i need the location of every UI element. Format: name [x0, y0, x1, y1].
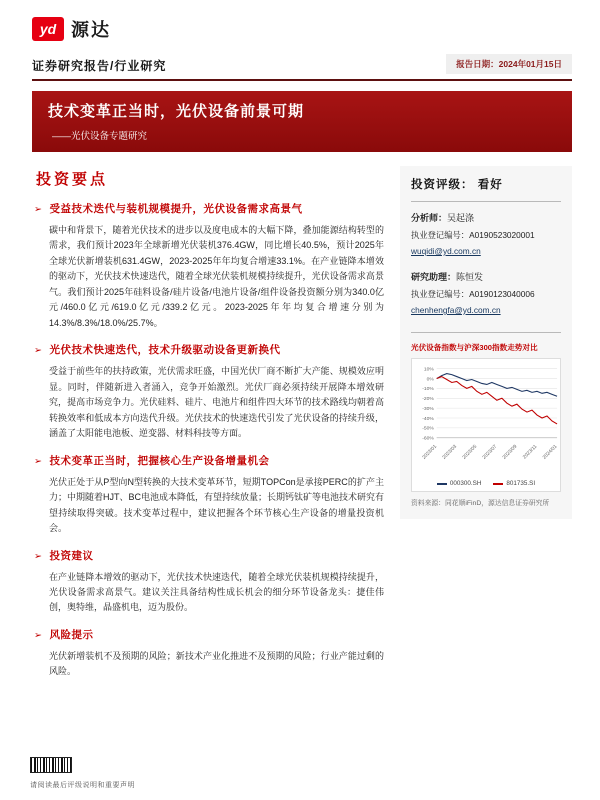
svg-text:2023/01: 2023/01 — [421, 444, 439, 461]
svg-text:-50%: -50% — [422, 426, 434, 432]
assistant-reg-no: A0190123040006 — [469, 289, 535, 299]
legend-label: 801735.SI — [506, 480, 536, 487]
main-column — [34, 166, 386, 690]
section-heading — [34, 342, 386, 357]
svg-text:2023/03: 2023/03 — [442, 444, 459, 461]
analyst-reg-label: 执业登记编号： — [411, 230, 470, 240]
section-heading-text: 受益技术迭代与装机规模提升，光伏设备需求高景气 — [49, 203, 303, 215]
chart-title: 光伏设备指数与沪深300指数走势对比 — [411, 343, 538, 352]
arrow-bullet-icon: ➢ — [34, 455, 43, 467]
assistant-reg-line — [411, 288, 561, 300]
arrow-bullet-icon: ➢ — [34, 345, 43, 357]
svg-text:10%: 10% — [423, 367, 434, 373]
pv-index-chart-svg — [413, 362, 561, 474]
assistant-name: 陈恒发 — [456, 272, 484, 282]
sidebar-divider — [411, 201, 561, 202]
report-subtitle: ——光伏设备专题研究 — [52, 131, 148, 142]
analyst-reg-no: A0190523020001 — [469, 230, 535, 240]
section-tech-iteration — [34, 342, 386, 441]
section-title-investment-highlights: 投资要点 — [36, 171, 109, 188]
report-title: 技术变革正当时，光伏设备前景可期 — [48, 103, 305, 120]
barcode-icon — [30, 757, 72, 773]
section-demand — [34, 201, 386, 331]
svg-text:0%: 0% — [426, 377, 434, 383]
section-heading-text: 技术变革正当时，把握核心生产设备增量机会 — [49, 454, 270, 467]
svg-text:2024/01: 2024/01 — [542, 444, 559, 461]
title-banner — [32, 91, 572, 152]
report-date: 报告日期：2024年01月15日 — [446, 54, 572, 74]
svg-text:-30%: -30% — [422, 406, 434, 412]
sidebar-divider — [411, 332, 561, 333]
section-heading-text: 光伏技术快速迭代，技术升级驱动设备更新换代 — [49, 344, 281, 357]
brand-logo — [32, 16, 572, 42]
page-footer — [30, 757, 135, 790]
section-equipment-opportunity — [34, 453, 386, 537]
svg-text:-20%: -20% — [422, 397, 434, 403]
logo-name: 源达 — [71, 20, 111, 40]
svg-text:2023/05: 2023/05 — [462, 444, 479, 461]
legend-swatch — [437, 483, 447, 485]
chart-source-note: 资料来源：同花顺iFinD，源达信息证券研究所 — [411, 500, 550, 507]
analyst-name: 吴起涤 — [447, 213, 475, 223]
pv-index-chart — [411, 358, 561, 492]
section-body: 受益于前些年的扶持政策，光伏需求旺盛，中国光伏厂商不断扩大产能、规模效应明显。同时，伴随新进入者涌入，竞争开始激烈。光伏厂商必须持续开展降本增效研究，提高市场竞争力。光伏硅料、硅片、电池片和组件四大环节的技术路线均朝着高转换效率和低成本方向迭代升级。光伏技术的快速迭代引发了光伏设备的持续升级，涵盖了太阳能电池板、逆变器、材料科技等方面。 — [49, 366, 384, 439]
assistant-reg-label: 执业登记编号： — [411, 289, 470, 299]
header-meta-row — [32, 54, 572, 81]
assistant-email-link[interactable]: chenhengfa@yd.com.cn — [411, 305, 501, 315]
section-heading-text: 投资建议 — [49, 549, 94, 562]
content-area — [0, 152, 600, 690]
svg-text:-40%: -40% — [422, 416, 434, 422]
section-heading — [34, 453, 386, 468]
section-body: 光伏新增装机不及预期的风险；新技术产业化推进不及预期的风险；行业产能过剩的风险。 — [49, 650, 384, 677]
section-body: 碳中和背景下，随着光伏技术的进步以及度电成本的大幅下降，叠加能源结构转型的需求，我们预计2023年全球新增光伏装机376.4GW，同比增长40.5%，预计2025年全球光伏新增装机631.4GW，2023-2025年年均复合增速33.1%。在产业链降本增效的驱动下，光伏技术快速迭代，随着全球光伏装机规模持续提升，光伏设备需求高景气。我们预计2025年硅料设备/硅片设备/电池片设备/组件设备投资额分别为340.0亿元/460.0亿元/619.0亿元/339.2亿元。2023-2025年年均复合增速分别为14.3%/8.3%/18.0%/25.7%。 — [49, 225, 384, 328]
assistant-label: 研究助理： — [411, 272, 457, 282]
report-header — [0, 0, 600, 81]
report-category: 证券研究报告/行业研究 — [32, 59, 167, 73]
section-heading-text: 风险提示 — [49, 628, 94, 641]
svg-text:2023/09: 2023/09 — [502, 444, 519, 461]
legend-item-pv-index — [493, 480, 535, 487]
analyst-label: 分析师： — [411, 213, 448, 223]
analyst-email-link[interactable]: wuqidi@yd.com.cn — [411, 246, 481, 256]
rating-label: 投资评级： — [411, 179, 474, 191]
svg-text:2023/11: 2023/11 — [522, 444, 539, 461]
sidebar — [400, 166, 572, 519]
section-body: 在产业链降本增效的驱动下，光伏技术快速迭代，随着全球光伏装机规模持续提升，光伏设备需求高景气。建议关注具备结构性成长机会的细分环节设备龙头：捷佳伟创，奥特维，晶盛机电，迈为股份。 — [49, 571, 384, 613]
assistant-line — [411, 270, 561, 283]
svg-text:-10%: -10% — [422, 387, 434, 393]
section-investment-advice — [34, 548, 386, 616]
legend-label: 000300.SH — [449, 480, 482, 487]
section-heading — [34, 627, 386, 642]
svg-text:-60%: -60% — [422, 436, 434, 442]
section-body: 光伏正处于从P型向N型转换的大技术变革环节，短期TOPCon是承接PERC的扩产主力；中期随着HJT、BC电池成本降低，有望持续放量；长期钙钛矿等电池技术研究有望持续取得突破。技术变革过程中，建议把握各个环节核心生产设备的增量投资机会。 — [49, 476, 385, 534]
legend-swatch — [493, 483, 503, 485]
section-heading — [34, 201, 386, 216]
svg-text:2023/07: 2023/07 — [482, 444, 499, 461]
arrow-bullet-icon: ➢ — [34, 629, 43, 641]
section-risk-warning — [34, 627, 386, 680]
rating-row — [411, 176, 561, 192]
logo-icon: yd — [32, 17, 64, 41]
footer-disclaimer: 请阅读最后评级说明和重要声明 — [30, 782, 135, 789]
arrow-bullet-icon: ➢ — [34, 204, 43, 215]
analyst-line — [411, 211, 561, 224]
section-heading — [34, 548, 386, 563]
chart-legend — [413, 479, 559, 491]
legend-item-csi300 — [437, 480, 482, 487]
analyst-reg-line — [411, 229, 561, 241]
rating-value: 看好 — [477, 179, 503, 191]
arrow-bullet-icon: ➢ — [34, 550, 43, 562]
